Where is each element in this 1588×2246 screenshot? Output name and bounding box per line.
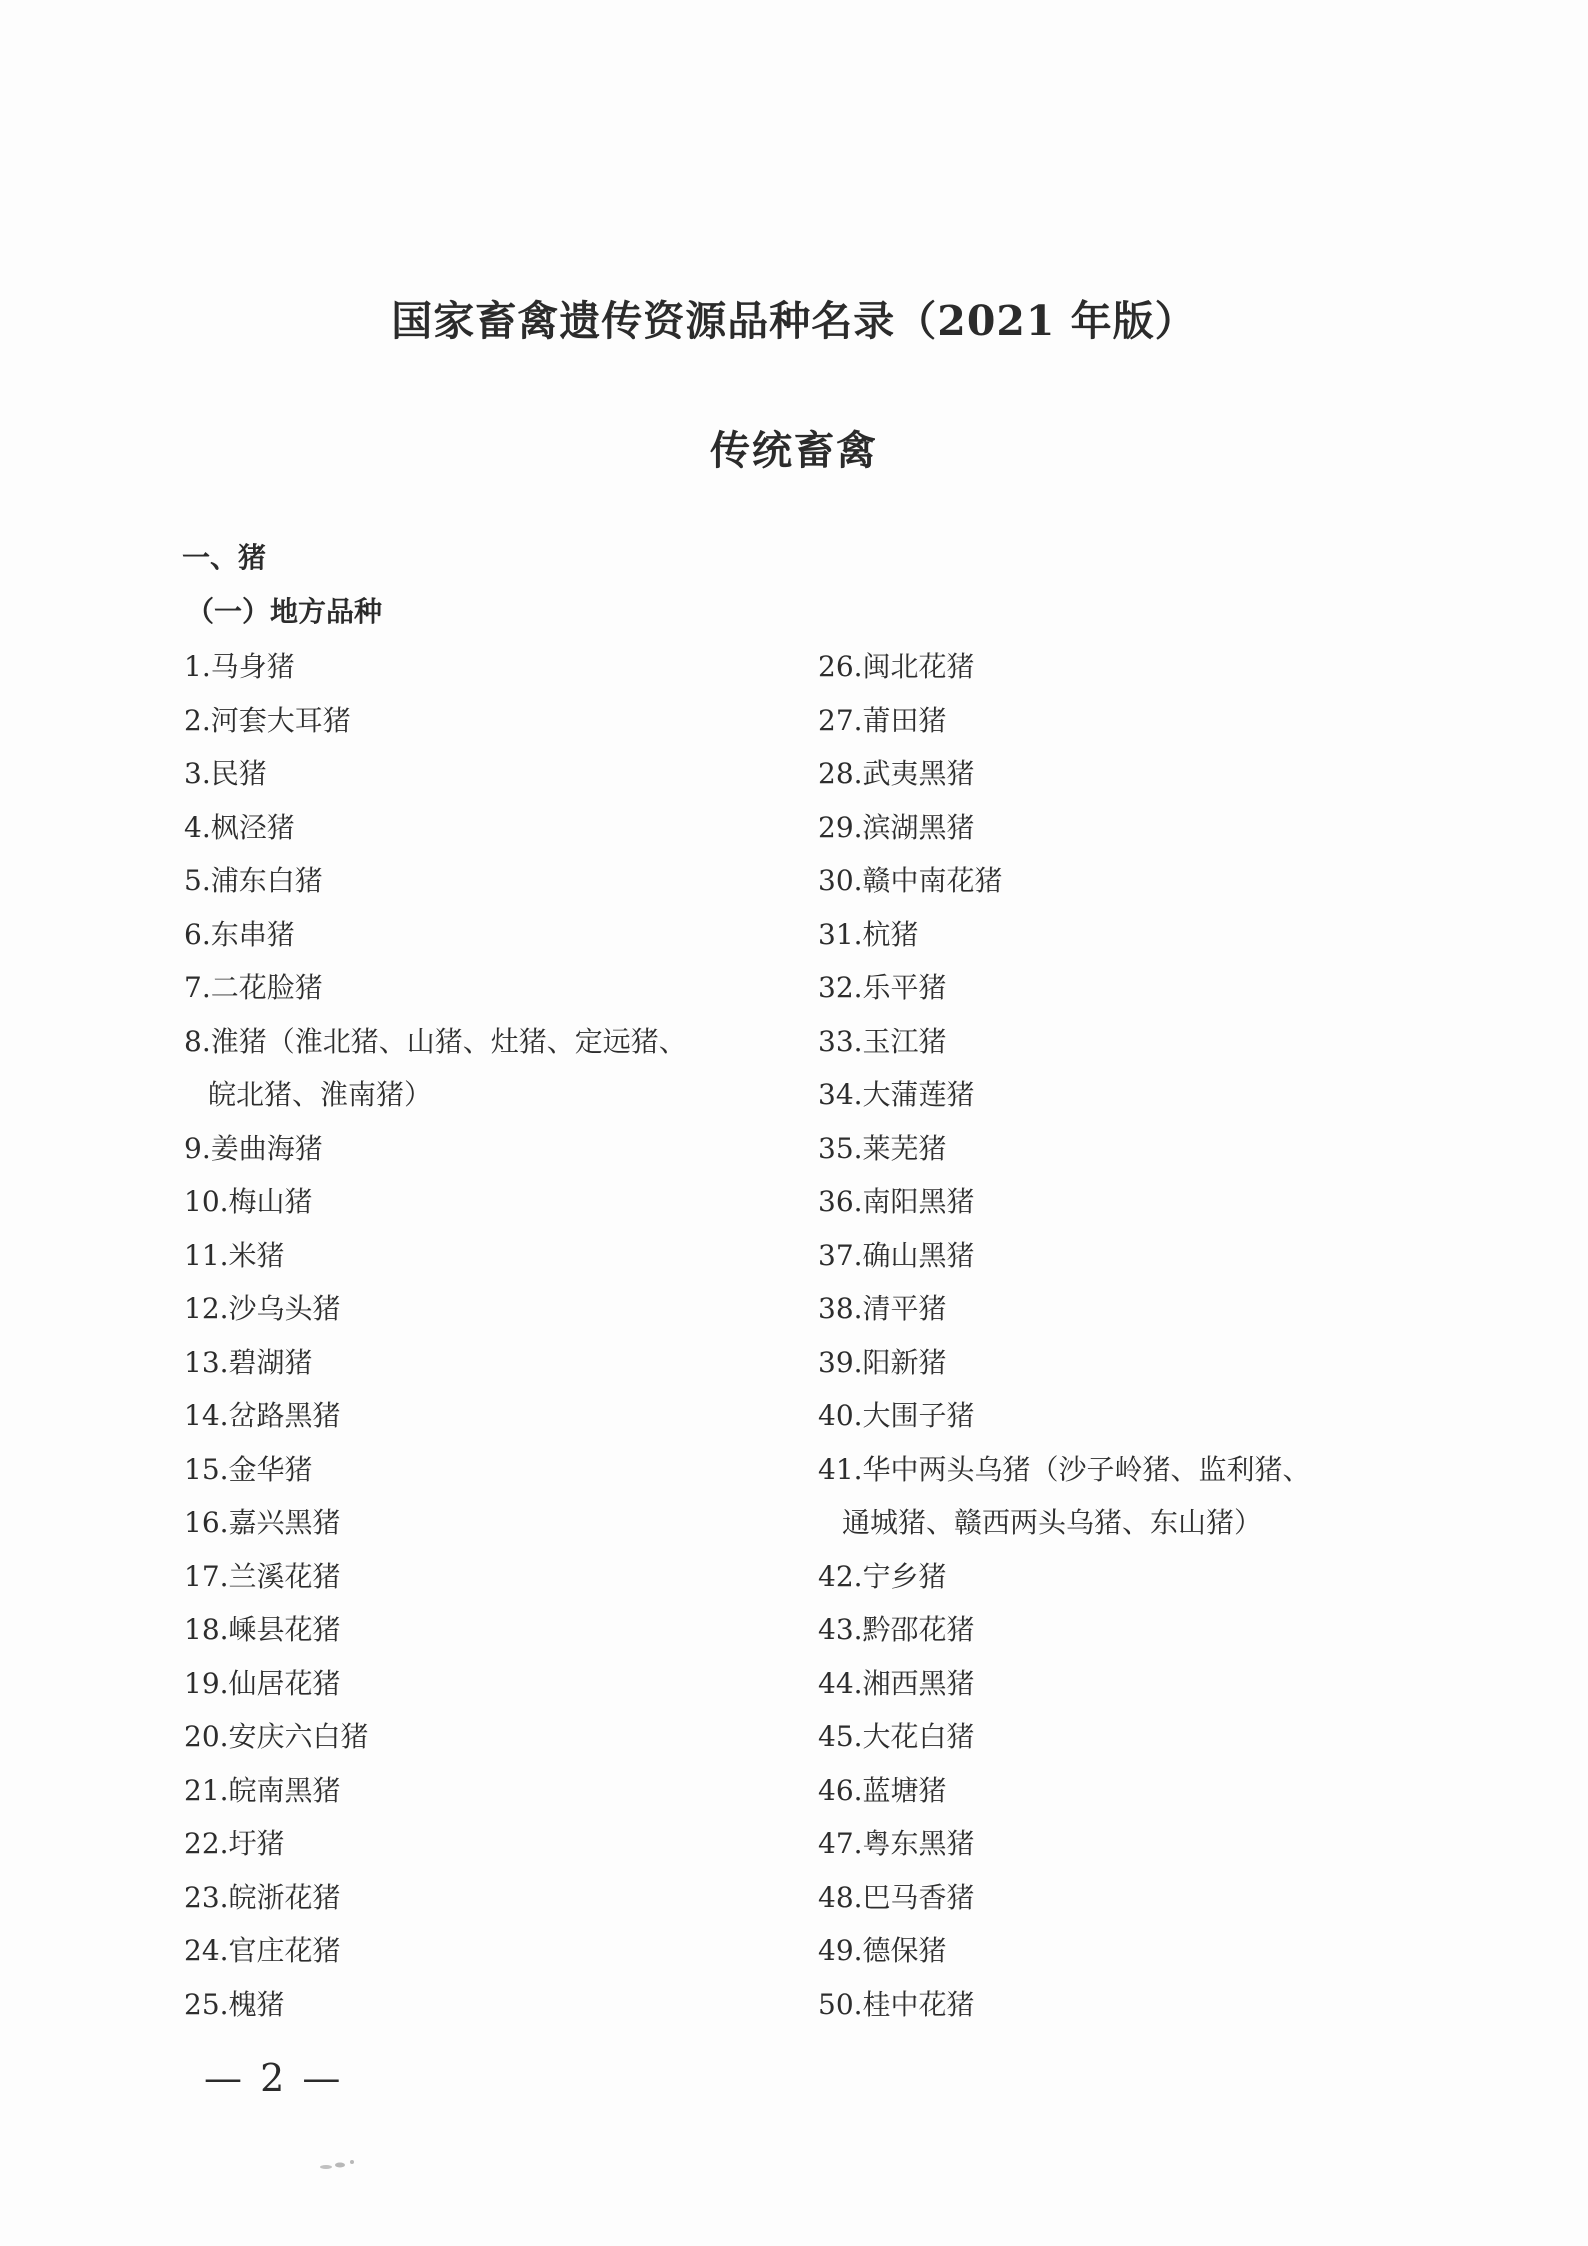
list-item: 34.大蒲莲猪 — [818, 1078, 975, 1111]
list-item-continuation: 皖北猪、淮南猪） — [208, 1078, 433, 1111]
list-item: 10.梅山猪 — [184, 1185, 313, 1218]
list-item: 27.莆田猪 — [818, 703, 947, 737]
scan-smudge — [312, 2158, 362, 2172]
list-item: 16.嘉兴黑猪 — [184, 1506, 341, 1539]
list-item: 33.玉江猪 — [818, 1024, 947, 1058]
list-item: 4.枫泾猪 — [184, 810, 295, 844]
list-item: 19.仙居花猪 — [184, 1666, 341, 1700]
breed-list-right — [818, 640, 1458, 2031]
list-item: 35.莱芜猪 — [818, 1131, 947, 1165]
list-item: 43.黔邵花猪 — [818, 1613, 975, 1646]
list-item: 6.东串猪 — [184, 917, 295, 951]
list-item: 38.清平猪 — [818, 1292, 947, 1325]
list-item: 14.岔路黑猪 — [184, 1399, 341, 1432]
list-item: 49.德保猪 — [818, 1934, 947, 1967]
list-item: 23.皖浙花猪 — [184, 1880, 341, 1914]
list-item: 8.淮猪（淮北猪、山猪、灶猪、定远猪、 — [184, 1024, 687, 1058]
list-item: 1.马身猪 — [184, 650, 295, 683]
list-item: 22.圩猪 — [184, 1827, 285, 1860]
list-item: 50.桂中花猪 — [818, 1987, 975, 2021]
list-item: 24.官庄花猪 — [184, 1934, 341, 1967]
list-item: 5.浦东白猪 — [184, 864, 323, 897]
breed-list-left — [184, 640, 804, 2031]
list-item: 18.嵊县花猪 — [184, 1613, 341, 1646]
list-item: 21.皖南黑猪 — [184, 1773, 341, 1807]
list-item: 28.武夷黑猪 — [818, 757, 975, 790]
list-item: 39.阳新猪 — [818, 1345, 947, 1379]
list-item: 3.民猪 — [184, 757, 267, 790]
list-item: 36.南阳黑猪 — [818, 1185, 975, 1218]
list-item: 11.米猪 — [184, 1238, 285, 1272]
list-item: 12.沙乌头猪 — [184, 1292, 341, 1325]
list-item: 29.滨湖黑猪 — [818, 810, 975, 844]
list-item: 13.碧湖猪 — [184, 1345, 313, 1379]
list-item: 25.槐猪 — [184, 1987, 285, 2021]
list-item: 2.河套大耳猪 — [184, 703, 351, 737]
list-item: 40.大围子猪 — [818, 1399, 975, 1432]
subsection-heading: （一）地方品种 — [186, 595, 383, 628]
list-item: 32.乐平猪 — [818, 971, 947, 1004]
document-subtitle: 传统畜禽 — [710, 427, 878, 474]
list-item: 37.确山黑猪 — [818, 1238, 975, 1272]
list-item: 20.安庆六白猪 — [184, 1720, 369, 1753]
list-item: 17.兰溪花猪 — [184, 1559, 341, 1593]
list-item: 47.粤东黑猪 — [818, 1827, 975, 1860]
document-title: 国家畜禽遗传资源品种名录（2021 年版） — [391, 297, 1197, 345]
list-item: 9.姜曲海猪 — [184, 1131, 323, 1165]
list-item: 15.金华猪 — [184, 1452, 313, 1486]
list-item: 31.杭猪 — [818, 917, 919, 951]
list-item: 26.闽北花猪 — [818, 650, 975, 683]
section-heading: 一、猪 — [182, 541, 267, 574]
list-item: 48.巴马香猪 — [818, 1880, 975, 1914]
list-item: 46.蓝塘猪 — [818, 1773, 947, 1807]
list-item: 41.华中两头乌猪（沙子岭猪、监利猪、 — [818, 1452, 1311, 1486]
list-item: 42.宁乡猪 — [818, 1559, 947, 1593]
list-item: 45.大花白猪 — [818, 1720, 975, 1753]
list-item: 7.二花脸猪 — [184, 971, 323, 1004]
list-item: 44.湘西黑猪 — [818, 1666, 975, 1700]
page-number: — 2 — — [204, 2056, 344, 2100]
list-item-continuation: 通城猪、赣西两头乌猪、东山猪） — [842, 1506, 1263, 1539]
list-item: 30.赣中南花猪 — [818, 864, 1003, 897]
